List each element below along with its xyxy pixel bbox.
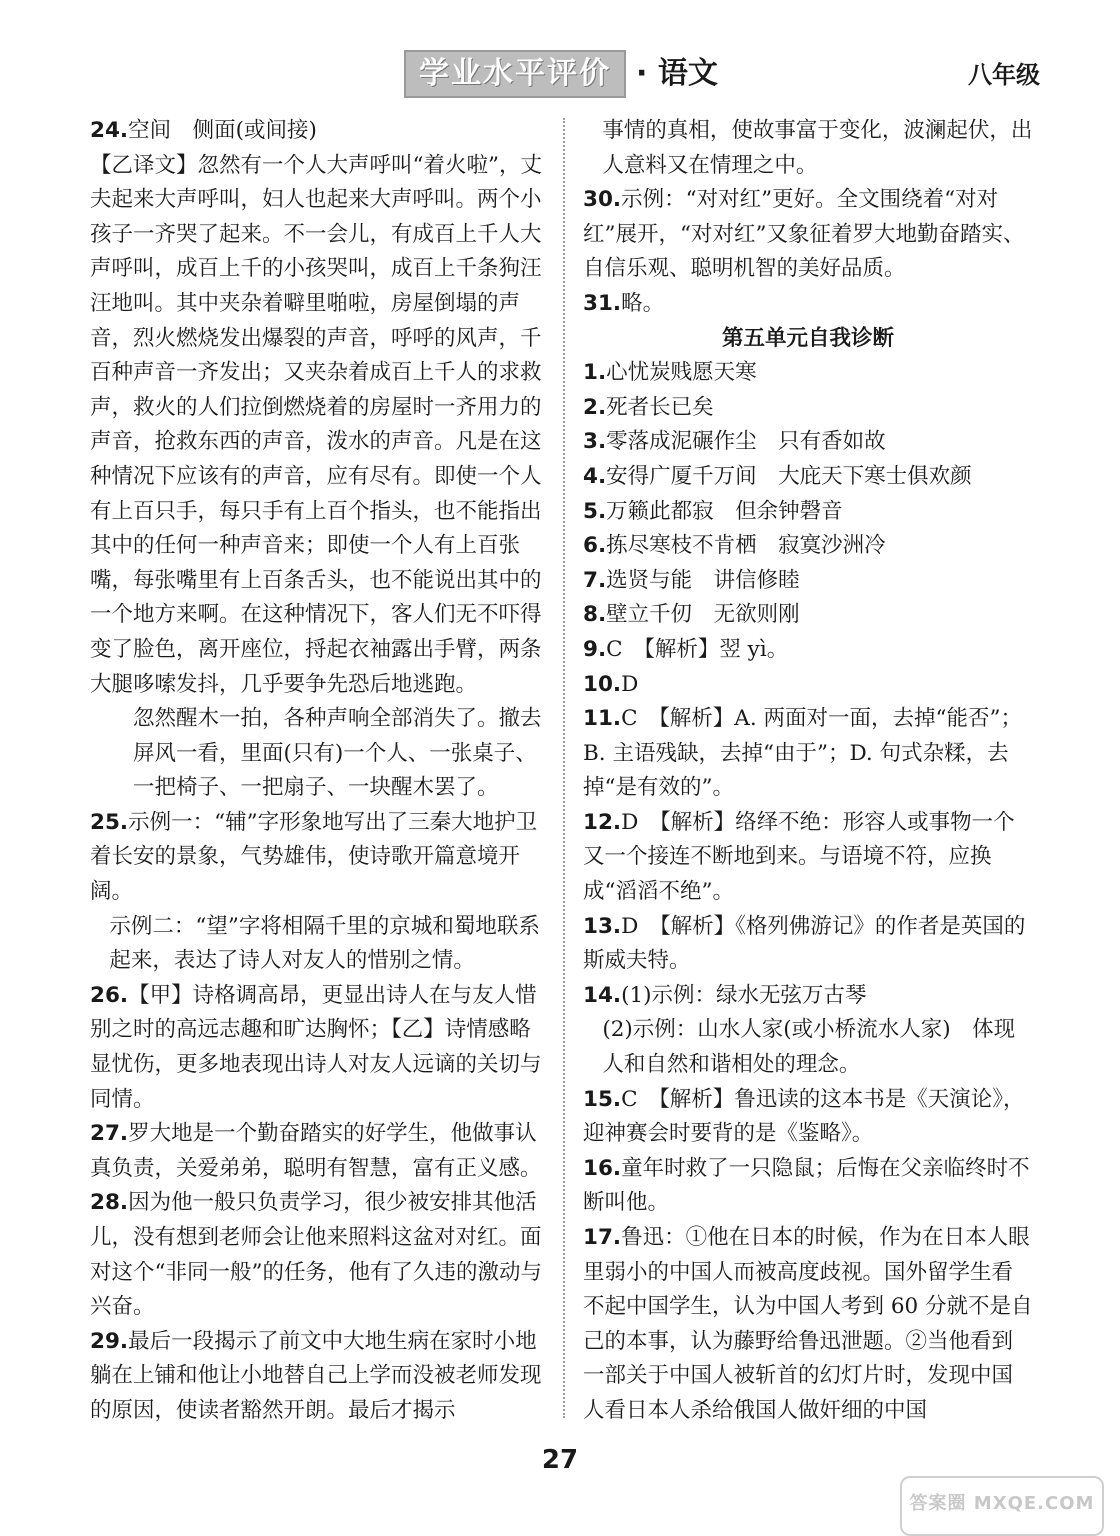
answer-item (583, 598, 1033, 633)
question-number: 11. (583, 706, 622, 732)
answer-item (583, 114, 1033, 183)
answer-item (583, 391, 1033, 426)
question-number: 4. (583, 463, 607, 489)
answer-item (583, 806, 1033, 910)
question-number: 15. (583, 1086, 622, 1112)
answer-item (583, 1013, 1033, 1082)
subject-label: · 语文 (636, 56, 718, 91)
question-number: 30. (583, 187, 622, 213)
answer-text: 安得广厦千万间 大庇天下寒士俱欢颜 (606, 463, 972, 489)
question-number: 28. (90, 1190, 129, 1216)
answer-text: 死者长已矣 (606, 394, 714, 420)
answer-text: D 【解析】络绎不绝：形容人或事物一个又一个接连不断地到来。与语境不符，应换成“滔滔不绝”。 (583, 809, 1015, 905)
question-number: 7. (583, 567, 607, 593)
answer-item (583, 183, 1033, 287)
answer-text: 空间 侧面(或间接) (128, 118, 317, 143)
answer-item (90, 702, 550, 806)
question-number: 6. (583, 533, 607, 559)
question-number: 27. (90, 1121, 129, 1147)
question-number: 24. (90, 118, 129, 143)
answer-text: (2)示例：山水人家(或小桥流水人家) 体现人和自然和谐相处的理念。 (602, 1017, 1016, 1078)
answer-item (583, 1152, 1033, 1221)
column-divider (563, 118, 565, 1418)
answer-text: 【甲】诗格调高昂，更显出诗人在与友人惜别之时的高远志趣和旷达胸怀；【乙】诗情感略显忧伤，更多地表现出诗人对友人远谪的关切与同情。 (90, 982, 542, 1112)
answer-text: 事情的真相，使故事富于变化，波澜起伏，出人意料又在情理之中。 (602, 118, 1033, 178)
answer-item (583, 910, 1033, 979)
answer-item (583, 356, 1033, 391)
answer-item (583, 529, 1033, 564)
answer-text: D 【解析】《格列佛游记》的作者是英国的斯威夫特。 (583, 913, 1026, 974)
series-title-badge: 学业水平评价 (404, 50, 626, 98)
answer-item (90, 1186, 550, 1324)
answer-text: C 【解析】翌 yì。 (606, 636, 789, 662)
answer-item (583, 633, 1033, 668)
answer-text: 心忧炭贱愿天寒 (606, 360, 757, 386)
question-number: 17. (583, 1225, 622, 1250)
question-number: 9. (583, 636, 607, 662)
answer-column-left (90, 114, 550, 1429)
answer-item (90, 149, 550, 703)
question-number: 2. (583, 394, 607, 420)
answer-item (583, 564, 1033, 599)
answer-item (90, 1117, 550, 1186)
answer-text: 【乙译文】忽然有一个人大声呼叫“着火啦”，丈夫起来大声呼叫，妇人也起来大声呼叫。两个小孩子一齐哭了起来。不一会儿，有成百上千人大声呼叫，成百上千的小孩哭叫，成百上千条狗汪汪地叫。其中夹杂着噼里啪啦，房屋倒塌的声音，烈火燃烧发出爆裂的声音，呼呼的风声，千百种声音一齐发出；又夹杂着成百上千人的求救声，救火的人们拉倒燃烧着的房屋时一齐用力的声音，抢救东西的声音，泼水的声音。凡是在这种情况下应该有的声音，应有尽有。即使一个人有上百只手，每只手有上百个指头，也不能指出其中的任何一种声音来；即使一个人有上百张嘴，每张嘴里有上百条舌头，也不能说出其中的一个地方来啊。在这种情况下，客人们无不吓得变了脸色，离开座位，捋起衣袖露出手臂，两条大腿哆嗦发抖，几乎要争先恐后地逃跑。 (90, 152, 542, 697)
answer-item (583, 425, 1033, 460)
grade-label: 八年级 (968, 61, 1040, 89)
answer-text: 壁立千仞 无欲则刚 (606, 602, 800, 628)
answer-item (583, 668, 1033, 703)
answer-text: C 【解析】鲁迅读的这本书是《天演论》，迎神赛会时要背的是《鉴略》。 (583, 1086, 1025, 1147)
answer-column-right (583, 114, 1033, 1429)
question-number: 25. (90, 809, 129, 835)
answer-text: D (621, 671, 639, 697)
answer-text: 童年时救了一只隐鼠；后悔在父亲临终时不断叫他。 (583, 1155, 1030, 1216)
section-heading: 第五单元自我诊断 (721, 325, 894, 351)
question-number: 12. (583, 809, 622, 835)
page-number: 27 (541, 1445, 579, 1475)
answer-text: 罗大地是一个勤奋踏实的好学生，他做事认真负责，关爱弟弟，聪明有智慧，富有正义感。 (90, 1121, 542, 1181)
question-number: 29. (90, 1328, 129, 1354)
question-number: 3. (583, 429, 607, 455)
question-number: 10. (583, 671, 622, 697)
answer-text: 示例：“对对红”更好。全文围绕着“对对红”展开，“对对红”又象征着罗大地勤奋踏实、自信乐观、聪明机智的美好品质。 (583, 187, 1025, 282)
answer-text: C 【解析】A. 两面对一面，去掉“能否”；B. 主语残缺，去掉“由于”；D. 句式杂糅，去掉“是有效的”。 (583, 706, 1022, 801)
answer-text: 略。 (621, 290, 665, 316)
question-number: 26. (90, 982, 129, 1008)
answer-item (583, 1221, 1033, 1429)
answer-text: 鲁迅：①他在日本的时候，作为在日本人眼里弱小的中国人而被高度歧视。国外留学生看不起中国学生，认为中国人考到 60 分就不是自己的本事，认为藤野给鲁迅泄题。②当他看到一部关于中国人被斩首的幻灯片时，发现中国人看日本人杀给俄国人做奸细的中国 (583, 1225, 1033, 1423)
answer-item (90, 806, 550, 910)
answer-text: 万籁此都寂 但余钟磬音 (606, 498, 843, 524)
answer-item (90, 979, 550, 1117)
page-header (0, 46, 1120, 102)
question-number: 5. (583, 498, 607, 524)
answer-item (90, 910, 550, 979)
answer-text: 拣尽寒枝不肯栖 寂寞沙洲冷 (606, 533, 886, 559)
answer-item (90, 114, 550, 149)
answer-item (90, 1325, 550, 1429)
question-number: 1. (583, 360, 607, 386)
answer-text: 最后一段揭示了前文中大地生病在家时小地躺在上铺和他让小地替自己上学而没被老师发现的原因，使读者豁然开朗。最后才揭示 (90, 1328, 542, 1423)
answer-item (583, 702, 1033, 806)
answer-item (583, 460, 1033, 495)
question-number: 8. (583, 602, 607, 628)
answer-text: 示例一：“辅”字形象地写出了三秦大地护卫着长安的景象，气势雄伟，使诗歌开篇意境开阔。 (90, 809, 538, 905)
answer-text: 选贤与能 讲信修睦 (606, 567, 800, 593)
question-number: 31. (583, 290, 622, 316)
question-number: 14. (583, 982, 622, 1008)
question-number: 13. (583, 913, 622, 939)
answer-text: 示例二：“望”字将相隔千里的京城和蜀地联系起来，表达了诗人对友人的惜别之情。 (109, 913, 540, 974)
answer-item (583, 1083, 1033, 1152)
answer-text: 因为他一般只负责学习，很少被安排其他活儿，没有想到老师会让他来照料这盆对对红。面对这个“非同一般”的任务，他有了久违的激动与兴奋。 (90, 1190, 542, 1320)
answer-item (583, 979, 1033, 1014)
question-number: 16. (583, 1155, 622, 1181)
answer-text: (1)示例：绿水无弦万古琴 (621, 982, 867, 1008)
answer-text: 忽然醒木一拍，各种声响全部消失了。撤去屏风一看，里面(只有)一个人、一张桌子、一把椅子、一把扇子、一块醒木罢了。 (133, 706, 542, 801)
answer-text: 零落成泥碾作尘 只有香如故 (606, 429, 886, 455)
site-watermark: 答案圈 MXQE.COM (900, 1476, 1104, 1536)
answer-item (583, 495, 1033, 530)
answer-item (583, 287, 1033, 322)
